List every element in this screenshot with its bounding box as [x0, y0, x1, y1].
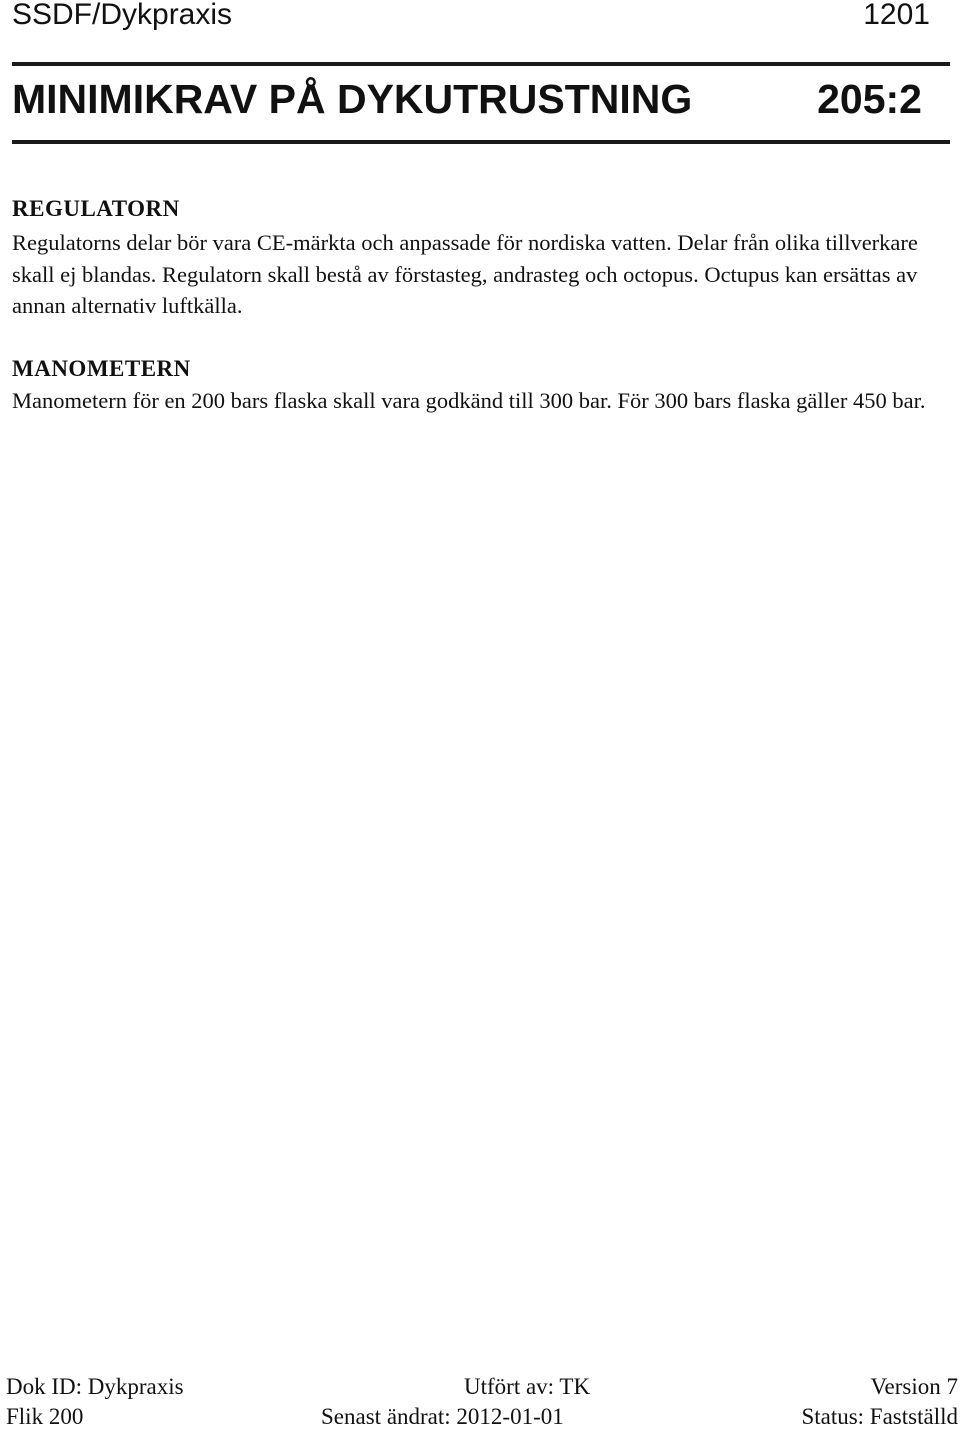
title-top-rule [12, 62, 950, 66]
section-heading: MANOMETERN [12, 356, 191, 381]
document-footer [6, 1372, 958, 1432]
status: Status: Fastställd [801, 1404, 958, 1429]
doc-id: Dok ID: Dykpraxis [6, 1374, 184, 1399]
footer-row-1 [6, 1372, 958, 1402]
last-changed: Senast ändrat: 2012-01-01 [321, 1404, 564, 1429]
page-number: 1201 [863, 0, 930, 31]
page-title: MINIMIKRAV PÅ DYKUTRUSTNING [12, 76, 693, 122]
performed-by: Utfört av: TK [464, 1374, 591, 1399]
version: Version 7 [870, 1374, 958, 1399]
organization-label: SSDF/Dykpraxis [12, 0, 233, 31]
title-bottom-rule [12, 140, 950, 144]
document-title [12, 74, 922, 124]
section-code: 205:2 [817, 76, 922, 122]
section-regulatorn [12, 194, 957, 322]
footer-row-2 [6, 1402, 958, 1432]
tab-number: Flik 200 [6, 1404, 84, 1429]
document-header [12, 0, 930, 30]
section-body: Regulatorns delar bör vara CE-märkta och anpassade för nordiska vatten. Delar från olika tillverkare skall ej blandas. Regulatorn skall bestå av förstasteg, andrasteg och octopus. Octupus kan ersättas av annan alternativ luftkälla. [12, 230, 918, 318]
section-heading: REGULATORN [12, 196, 180, 221]
section-body: Manometern för en 200 bars flaska skall vara godkänd till 300 bar. För 300 bars flaska gäller 450 bar. [12, 388, 926, 413]
section-manometern [12, 354, 957, 417]
